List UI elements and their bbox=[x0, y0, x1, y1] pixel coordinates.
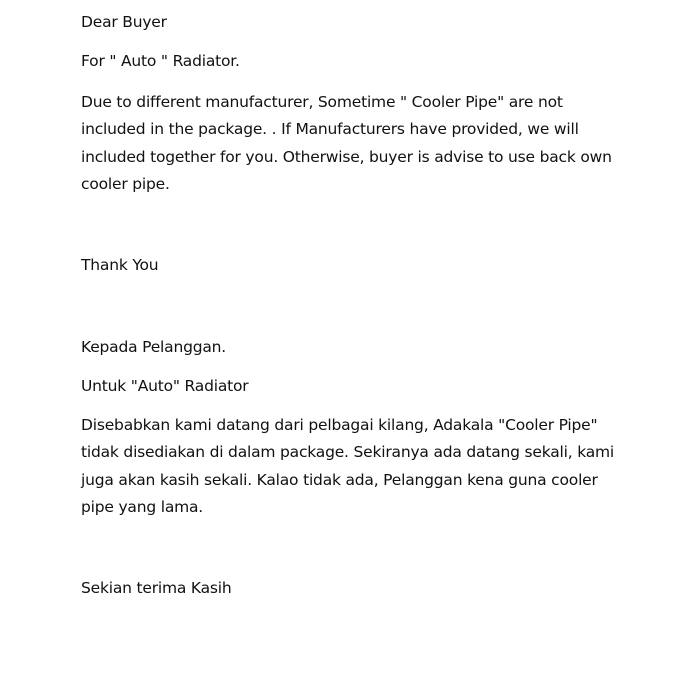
english-body-line-3: included together for you. Otherwise, buyer is advise to use back own bbox=[81, 147, 612, 166]
malay-closing: Sekian terima Kasih bbox=[81, 579, 232, 597]
english-body-line-2: included in the package. . If Manufacturers have provided, we will bbox=[81, 120, 579, 139]
malay-body bbox=[81, 412, 641, 521]
malay-greeting: Kepada Pelanggan. bbox=[81, 338, 227, 356]
malay-body-line-4: pipe yang lama. bbox=[81, 497, 204, 516]
english-greeting: Dear Buyer bbox=[81, 13, 167, 31]
malay-body-line-1: Disebabkan kami datang dari pelbagai kilang, Adakala "Cooler Pipe" bbox=[81, 416, 598, 434]
malay-subject: Untuk "Auto" Radiator bbox=[81, 377, 249, 395]
english-closing: Thank You bbox=[81, 256, 159, 274]
english-body-line-1: Due to different manufacturer, Sometime " Cooler Pipe" are not bbox=[81, 93, 563, 111]
english-body bbox=[81, 89, 641, 198]
malay-body-line-3: juga akan kasih sekali. Kalao tidak ada, Pelanggan kena guna cooler bbox=[81, 470, 598, 489]
english-subject: For " Auto " Radiator. bbox=[81, 52, 240, 70]
malay-body-line-2: tidak disediakan di dalam package. Sekiranya ada datang sekali, kami bbox=[81, 443, 615, 462]
english-body-line-4: cooler pipe. bbox=[81, 174, 170, 193]
